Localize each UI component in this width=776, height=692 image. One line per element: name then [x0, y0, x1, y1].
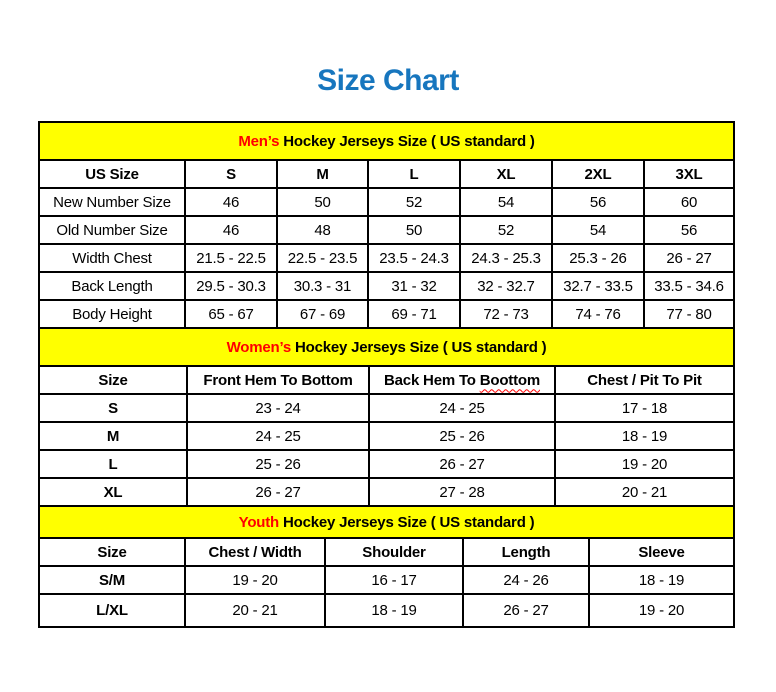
row-label: Old Number Size — [39, 216, 185, 244]
column-header: S — [185, 160, 277, 188]
row-label: Back Length — [39, 272, 185, 300]
column-header: Back Hem To Boottom — [369, 366, 555, 394]
size-value-cell: 50 — [277, 188, 368, 216]
column-header: L — [368, 160, 460, 188]
row-label: L/XL — [39, 594, 185, 627]
size-value-cell: 18 - 19 — [589, 566, 734, 594]
column-header: Chest / Pit To Pit — [555, 366, 734, 394]
band-text: Hockey Jerseys Size ( US standard ) — [283, 132, 535, 150]
size-value-cell: 18 - 19 — [325, 594, 463, 627]
table-row — [39, 478, 734, 506]
size-value-cell: 30.3 - 31 — [277, 272, 368, 300]
size-value-cell: 69 - 71 — [368, 300, 460, 328]
size-value-cell: 33.5 - 34.6 — [644, 272, 734, 300]
size-value-cell: 24.3 - 25.3 — [460, 244, 552, 272]
size-chart-tables — [38, 121, 733, 628]
column-header: Length — [463, 538, 589, 566]
section-band-youth — [39, 506, 734, 538]
section-band-mens — [39, 122, 734, 160]
size-value-cell: 26 - 27 — [187, 478, 369, 506]
column-header: Size — [39, 538, 185, 566]
size-value-cell: 52 — [460, 216, 552, 244]
column-header: 3XL — [644, 160, 734, 188]
size-value-cell: 46 — [185, 188, 277, 216]
table-row — [39, 566, 734, 594]
table-row — [39, 244, 734, 272]
size-value-cell: 32 - 32.7 — [460, 272, 552, 300]
size-value-cell: 26 - 27 — [369, 450, 555, 478]
size-value-cell: 22.5 - 23.5 — [277, 244, 368, 272]
table-row — [39, 272, 734, 300]
column-header: XL — [460, 160, 552, 188]
size-value-cell: 67 - 69 — [277, 300, 368, 328]
band-text: Hockey Jerseys Size ( US standard ) — [294, 338, 547, 356]
spellcheck-underline: Boottom — [479, 371, 540, 389]
size-value-cell: 19 - 20 — [555, 450, 734, 478]
row-label: S — [39, 394, 187, 422]
size-value-cell: 31 - 32 — [368, 272, 460, 300]
size-value-cell: 29.5 - 30.3 — [185, 272, 277, 300]
band-highlight: Men’s — [238, 132, 280, 150]
column-header: US Size — [39, 160, 185, 188]
size-value-cell: 23 - 24 — [187, 394, 369, 422]
size-value-cell: 27 - 28 — [369, 478, 555, 506]
size-value-cell: 18 - 19 — [555, 422, 734, 450]
size-value-cell: 19 - 20 — [589, 594, 734, 627]
column-header: Size — [39, 366, 187, 394]
band-text: Hockey Jerseys Size ( US standard ) — [282, 513, 535, 531]
table-row — [39, 422, 734, 450]
size-value-cell: 24 - 26 — [463, 566, 589, 594]
column-header: Chest / Width — [185, 538, 325, 566]
size-value-cell: 74 - 76 — [552, 300, 644, 328]
column-header: Shoulder — [325, 538, 463, 566]
row-label: L — [39, 450, 187, 478]
page-title: Size Chart — [317, 64, 459, 97]
size-value-cell: 26 - 27 — [644, 244, 734, 272]
table-row — [39, 216, 734, 244]
size-value-cell: 54 — [460, 188, 552, 216]
size-value-cell: 48 — [277, 216, 368, 244]
row-label: XL — [39, 478, 187, 506]
size-value-cell: 20 - 21 — [555, 478, 734, 506]
size-value-cell: 17 - 18 — [555, 394, 734, 422]
row-label: Body Height — [39, 300, 185, 328]
size-table-mens — [38, 121, 735, 329]
size-value-cell: 72 - 73 — [460, 300, 552, 328]
size-value-cell: 56 — [644, 216, 734, 244]
column-header: M — [277, 160, 368, 188]
size-value-cell: 25.3 - 26 — [552, 244, 644, 272]
size-value-cell: 56 — [552, 188, 644, 216]
size-value-cell: 25 - 26 — [369, 422, 555, 450]
size-value-cell: 25 - 26 — [187, 450, 369, 478]
size-value-cell: 20 - 21 — [185, 594, 325, 627]
table-row — [39, 188, 734, 216]
band-highlight: Women’s — [226, 338, 292, 356]
size-table-womens — [38, 327, 735, 507]
size-value-cell: 21.5 - 22.5 — [185, 244, 277, 272]
size-value-cell: 54 — [552, 216, 644, 244]
row-label: Width Chest — [39, 244, 185, 272]
column-header: Sleeve — [589, 538, 734, 566]
band-highlight: Youth — [238, 513, 279, 531]
table-row — [39, 450, 734, 478]
size-value-cell: 26 - 27 — [463, 594, 589, 627]
size-value-cell: 65 - 67 — [185, 300, 277, 328]
size-value-cell: 46 — [185, 216, 277, 244]
row-label: M — [39, 422, 187, 450]
table-row — [39, 594, 734, 627]
table-row — [39, 300, 734, 328]
size-value-cell: 77 - 80 — [644, 300, 734, 328]
table-row — [39, 394, 734, 422]
column-header: 2XL — [552, 160, 644, 188]
size-value-cell: 19 - 20 — [185, 566, 325, 594]
column-header: Front Hem To Bottom — [187, 366, 369, 394]
size-value-cell: 23.5 - 24.3 — [368, 244, 460, 272]
section-band-womens — [39, 328, 734, 366]
row-label: New Number Size — [39, 188, 185, 216]
size-value-cell: 24 - 25 — [187, 422, 369, 450]
size-value-cell: 50 — [368, 216, 460, 244]
size-value-cell: 60 — [644, 188, 734, 216]
size-value-cell: 32.7 - 33.5 — [552, 272, 644, 300]
size-value-cell: 16 - 17 — [325, 566, 463, 594]
size-table-youth — [38, 505, 735, 628]
size-value-cell: 24 - 25 — [369, 394, 555, 422]
size-value-cell: 52 — [368, 188, 460, 216]
row-label: S/M — [39, 566, 185, 594]
